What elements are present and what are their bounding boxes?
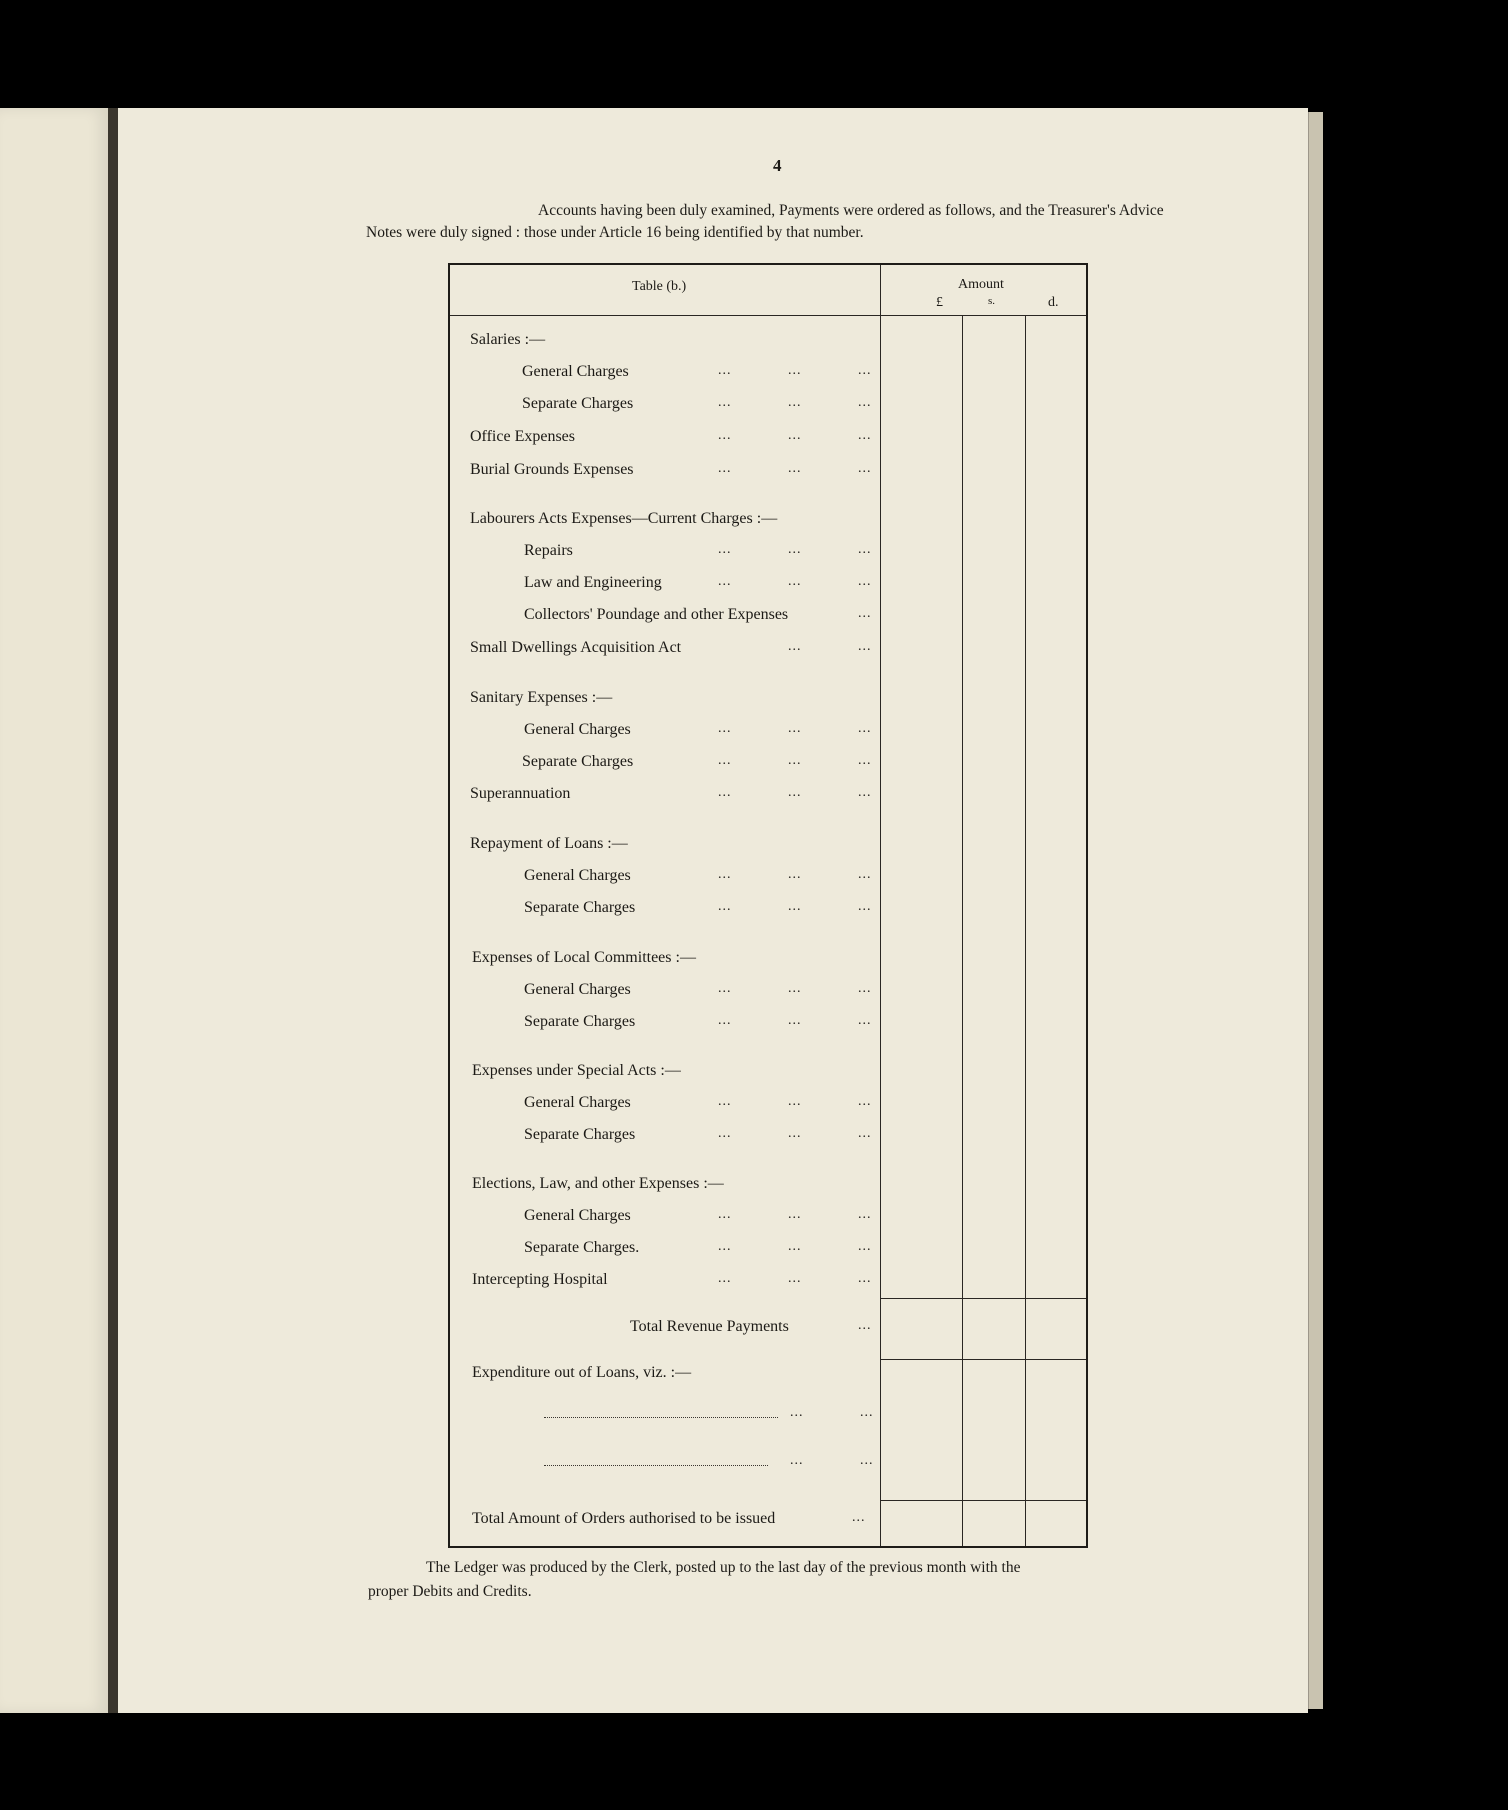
outro-line-2: proper Debits and Credits. bbox=[368, 1583, 532, 1600]
leader-dots: ... bbox=[788, 363, 802, 378]
intro-paragraph bbox=[366, 200, 1366, 244]
row-sanitary-general bbox=[524, 721, 872, 739]
row-small-dwellings bbox=[470, 639, 872, 657]
leader-dots: ... bbox=[858, 981, 872, 996]
row-elections-law bbox=[472, 1175, 724, 1193]
leader-dots: ... bbox=[788, 542, 802, 557]
leader-dots: ... bbox=[788, 1271, 802, 1286]
page-edge bbox=[1308, 112, 1323, 1709]
row-elections-separate bbox=[524, 1239, 872, 1257]
leader-dots: ... bbox=[718, 542, 732, 557]
row-label: Superannuation bbox=[470, 785, 571, 802]
leader-dots: ... bbox=[858, 395, 872, 410]
row-elections-general bbox=[524, 1207, 872, 1225]
table-title: Table (b.) bbox=[632, 279, 687, 294]
total-rule-bottom bbox=[880, 1359, 1086, 1360]
row-label: Total Amount of Orders authorised to be issued bbox=[472, 1510, 776, 1527]
row-label: Labourers Acts Expenses—Current Charges :— bbox=[470, 510, 778, 527]
payments-table bbox=[448, 263, 1088, 1548]
row-special-separate bbox=[524, 1126, 872, 1144]
leader-dots: ... bbox=[718, 1207, 732, 1222]
row-label: General Charges bbox=[522, 363, 629, 380]
leader-dots: ... bbox=[788, 1094, 802, 1109]
leader-dots: ... bbox=[858, 753, 872, 768]
row-committees-separate bbox=[524, 1013, 872, 1031]
leader-dots: ... bbox=[790, 1405, 804, 1420]
row-label: Office Expenses bbox=[470, 428, 575, 445]
leader-dots: ... bbox=[860, 1405, 874, 1420]
leader-dots: ... bbox=[858, 1207, 872, 1222]
leader-dots: ... bbox=[788, 981, 802, 996]
blank-entry-line-2 bbox=[544, 1465, 768, 1466]
row-loans-general bbox=[524, 867, 872, 885]
row-special-general bbox=[524, 1094, 872, 1112]
leader-dots: ... bbox=[718, 363, 732, 378]
leader-dots: ... bbox=[718, 753, 732, 768]
row-label: Separate Charges bbox=[522, 395, 634, 412]
row-label: Expenditure out of Loans, viz. :— bbox=[472, 1364, 692, 1381]
leader-dots: ... bbox=[858, 428, 872, 443]
row-total-revenue-payments bbox=[630, 1318, 872, 1336]
leader-dots: ... bbox=[858, 574, 872, 589]
closing-paragraph bbox=[368, 1556, 1368, 1604]
row-superannuation bbox=[470, 785, 872, 803]
row-office-expenses bbox=[470, 428, 872, 446]
leader-dots: ... bbox=[788, 461, 802, 476]
leader-dots: ... bbox=[788, 639, 802, 654]
row-repayment-of-loans bbox=[470, 835, 628, 853]
row-label: Separate Charges. bbox=[524, 1239, 640, 1256]
row-label: Small Dwellings Acquisition Act bbox=[470, 639, 682, 656]
pence-header: d. bbox=[1048, 295, 1059, 310]
row-loans-separate bbox=[524, 899, 872, 917]
outro-line-1: The Ledger was produced by the Clerk, posted up to the last day of the previous month with the bbox=[426, 1559, 1021, 1576]
leader-dots: ... bbox=[858, 1318, 872, 1333]
row-label: General Charges bbox=[524, 1207, 631, 1224]
grand-total-rule bbox=[880, 1500, 1086, 1501]
leader-dots: ... bbox=[788, 574, 802, 589]
row-label: General Charges bbox=[524, 867, 631, 884]
row-expenditure-out-of-loans bbox=[472, 1364, 691, 1382]
page-number: 4 bbox=[773, 156, 782, 175]
row-salaries bbox=[470, 331, 545, 349]
leader-dots: ... bbox=[718, 1013, 732, 1028]
leader-dots: ... bbox=[858, 1271, 872, 1286]
amount-column-divider bbox=[880, 265, 881, 1546]
leader-dots: ... bbox=[790, 1453, 804, 1468]
total-rule-top bbox=[880, 1298, 1086, 1299]
leader-dots: ... bbox=[718, 428, 732, 443]
leader-dots: ... bbox=[718, 1126, 732, 1141]
row-label: Separate Charges bbox=[524, 1126, 636, 1143]
leader-dots: ... bbox=[788, 1126, 802, 1141]
leader-dots: ... bbox=[858, 363, 872, 378]
row-label: Repairs bbox=[524, 542, 573, 559]
row-label: Elections, Law, and other Expenses :— bbox=[472, 1175, 724, 1192]
leader-dots: ... bbox=[718, 721, 732, 736]
row-sanitary-expenses bbox=[470, 689, 612, 707]
row-label: Separate Charges bbox=[524, 1013, 636, 1030]
row-repairs bbox=[524, 542, 872, 560]
row-label: Law and Engineering bbox=[524, 574, 662, 591]
intro-line-1: Accounts having been duly examined, Payments were ordered as follows, and the Treasurer's Advice bbox=[538, 202, 1164, 219]
book-gutter bbox=[108, 108, 118, 1713]
amount-header: Amount bbox=[958, 277, 1004, 292]
leader-dots: ... bbox=[718, 899, 732, 914]
row-collectors-poundage bbox=[524, 606, 872, 624]
row-label: General Charges bbox=[524, 721, 631, 738]
row-law-engineering bbox=[524, 574, 872, 592]
shillings-pence-divider bbox=[1025, 315, 1026, 1546]
row-label: Collectors' Poundage and other Expenses bbox=[524, 606, 789, 623]
row-total-amount-of-orders bbox=[472, 1510, 866, 1528]
leader-dots: ... bbox=[788, 395, 802, 410]
intro-line-2: Notes were duly signed : those under Article 16 being identified by that number. bbox=[366, 224, 864, 241]
row-committees-general bbox=[524, 981, 872, 999]
leader-dots: ... bbox=[718, 1094, 732, 1109]
leader-dots: ... bbox=[718, 395, 732, 410]
row-label: Sanitary Expenses :— bbox=[470, 689, 613, 706]
leader-dots: ... bbox=[718, 1271, 732, 1286]
row-label: Expenses under Special Acts :— bbox=[472, 1062, 681, 1079]
header-rule bbox=[450, 315, 1086, 316]
row-label: Salaries :— bbox=[470, 331, 546, 348]
row-label: Burial Grounds Expenses bbox=[470, 461, 634, 478]
row-label: Separate Charges bbox=[522, 753, 634, 770]
row-label: Total Revenue Payments bbox=[630, 1318, 789, 1335]
row-special-acts bbox=[472, 1062, 681, 1080]
row-labourers-acts bbox=[470, 510, 777, 528]
leader-dots: ... bbox=[788, 1239, 802, 1254]
blank-entry-line-1 bbox=[544, 1417, 778, 1418]
leader-dots: ... bbox=[718, 461, 732, 476]
leader-dots: ... bbox=[858, 1094, 872, 1109]
leader-dots: ... bbox=[858, 1239, 872, 1254]
leader-dots: ... bbox=[852, 1510, 866, 1525]
leader-dots: ... bbox=[788, 1207, 802, 1222]
row-intercepting-hospital bbox=[472, 1271, 872, 1289]
row-label: Expenses of Local Committees :— bbox=[472, 949, 696, 966]
leader-dots: ... bbox=[858, 785, 872, 800]
leader-dots: ... bbox=[858, 1126, 872, 1141]
row-local-committees bbox=[472, 949, 696, 967]
leader-dots: ... bbox=[858, 867, 872, 882]
leader-dots: ... bbox=[718, 1239, 732, 1254]
leader-dots: ... bbox=[858, 1013, 872, 1028]
row-label: Separate Charges bbox=[524, 899, 636, 916]
row-sanitary-separate bbox=[522, 753, 872, 771]
row-salaries-separate bbox=[522, 395, 872, 413]
leader-dots: ... bbox=[858, 461, 872, 476]
leader-dots: ... bbox=[858, 542, 872, 557]
leader-dots: ... bbox=[718, 981, 732, 996]
row-burial-grounds bbox=[470, 461, 872, 479]
leader-dots: ... bbox=[858, 639, 872, 654]
shillings-header: s. bbox=[988, 295, 996, 307]
row-label: Intercepting Hospital bbox=[472, 1271, 608, 1288]
leader-dots: ... bbox=[718, 574, 732, 589]
leader-dots: ... bbox=[718, 867, 732, 882]
pounds-header: £ bbox=[936, 295, 943, 310]
leader-dots: ... bbox=[788, 721, 802, 736]
document-page bbox=[118, 108, 1308, 1713]
facing-page bbox=[0, 108, 109, 1713]
leader-dots: ... bbox=[788, 753, 802, 768]
leader-dots: ... bbox=[788, 867, 802, 882]
row-label: General Charges bbox=[524, 981, 631, 998]
row-label: General Charges bbox=[524, 1094, 631, 1111]
leader-dots: ... bbox=[788, 428, 802, 443]
row-label: Repayment of Loans :— bbox=[470, 835, 628, 852]
leader-dots: ... bbox=[718, 785, 732, 800]
pounds-shillings-divider bbox=[962, 315, 963, 1546]
leader-dots: ... bbox=[788, 785, 802, 800]
leader-dots: ... bbox=[860, 1453, 874, 1468]
leader-dots: ... bbox=[858, 606, 872, 621]
leader-dots: ... bbox=[858, 721, 872, 736]
leader-dots: ... bbox=[858, 899, 872, 914]
leader-dots: ... bbox=[788, 1013, 802, 1028]
leader-dots: ... bbox=[788, 899, 802, 914]
row-salaries-general bbox=[522, 363, 872, 381]
